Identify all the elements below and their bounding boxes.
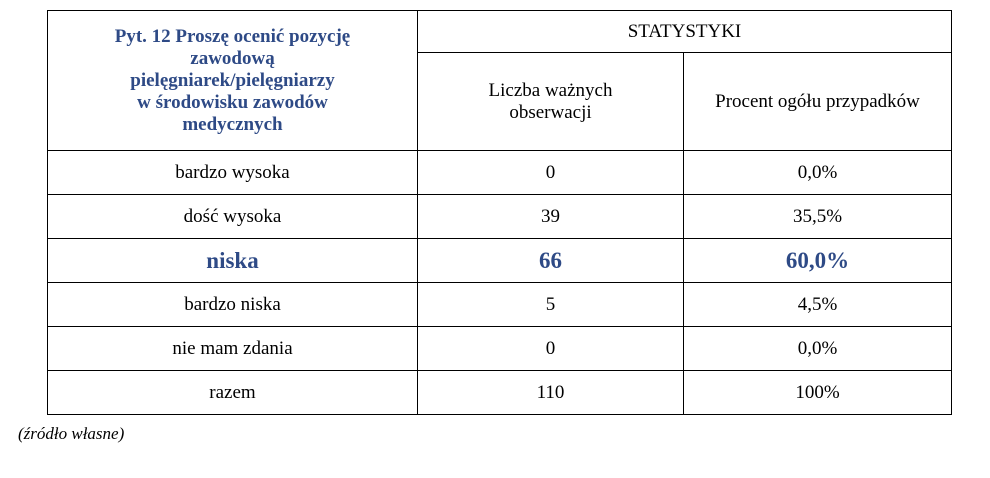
question-header [48,11,418,151]
table-row-highlighted [48,239,952,283]
row-percent: 100% [684,371,952,415]
table-row [48,327,952,371]
table-row [48,151,952,195]
table-row [48,283,952,327]
question-line: medycznych [182,113,283,135]
row-label: bardzo niska [48,283,418,327]
statistics-header: STATYSTYKI [418,11,952,53]
valid-observations-line: Liczba ważnych [488,79,613,101]
row-count: 66 [418,239,684,283]
table-row [48,195,952,239]
row-count: 5 [418,283,684,327]
row-count: 0 [418,151,684,195]
table-row-total [48,371,952,415]
row-label: razem [48,371,418,415]
statistics-table [47,10,952,415]
row-count: 39 [418,195,684,239]
valid-observations-header [418,53,684,151]
row-count: 110 [418,371,684,415]
row-percent: 0,0% [684,327,952,371]
valid-observations-line: obserwacji [509,101,592,123]
question-line: Pyt. 12 Proszę ocenić pozycję [114,25,351,47]
row-percent: 35,5% [684,195,952,239]
row-label: nie mam zdania [48,327,418,371]
row-label: bardzo wysoka [48,151,418,195]
question-line: zawodową [190,47,275,69]
source-note: (źródło własne) [18,424,125,443]
question-line: pielęgniarek/pielęgniarzy [130,69,335,91]
row-label: dość wysoka [48,195,418,239]
question-line: w środowisku zawodów [137,91,328,113]
row-count: 0 [418,327,684,371]
row-percent: 60,0% [684,239,952,283]
row-label: niska [48,239,418,283]
row-percent: 0,0% [684,151,952,195]
percent-header: Procent ogółu przypadków [684,53,952,151]
row-percent: 4,5% [684,283,952,327]
